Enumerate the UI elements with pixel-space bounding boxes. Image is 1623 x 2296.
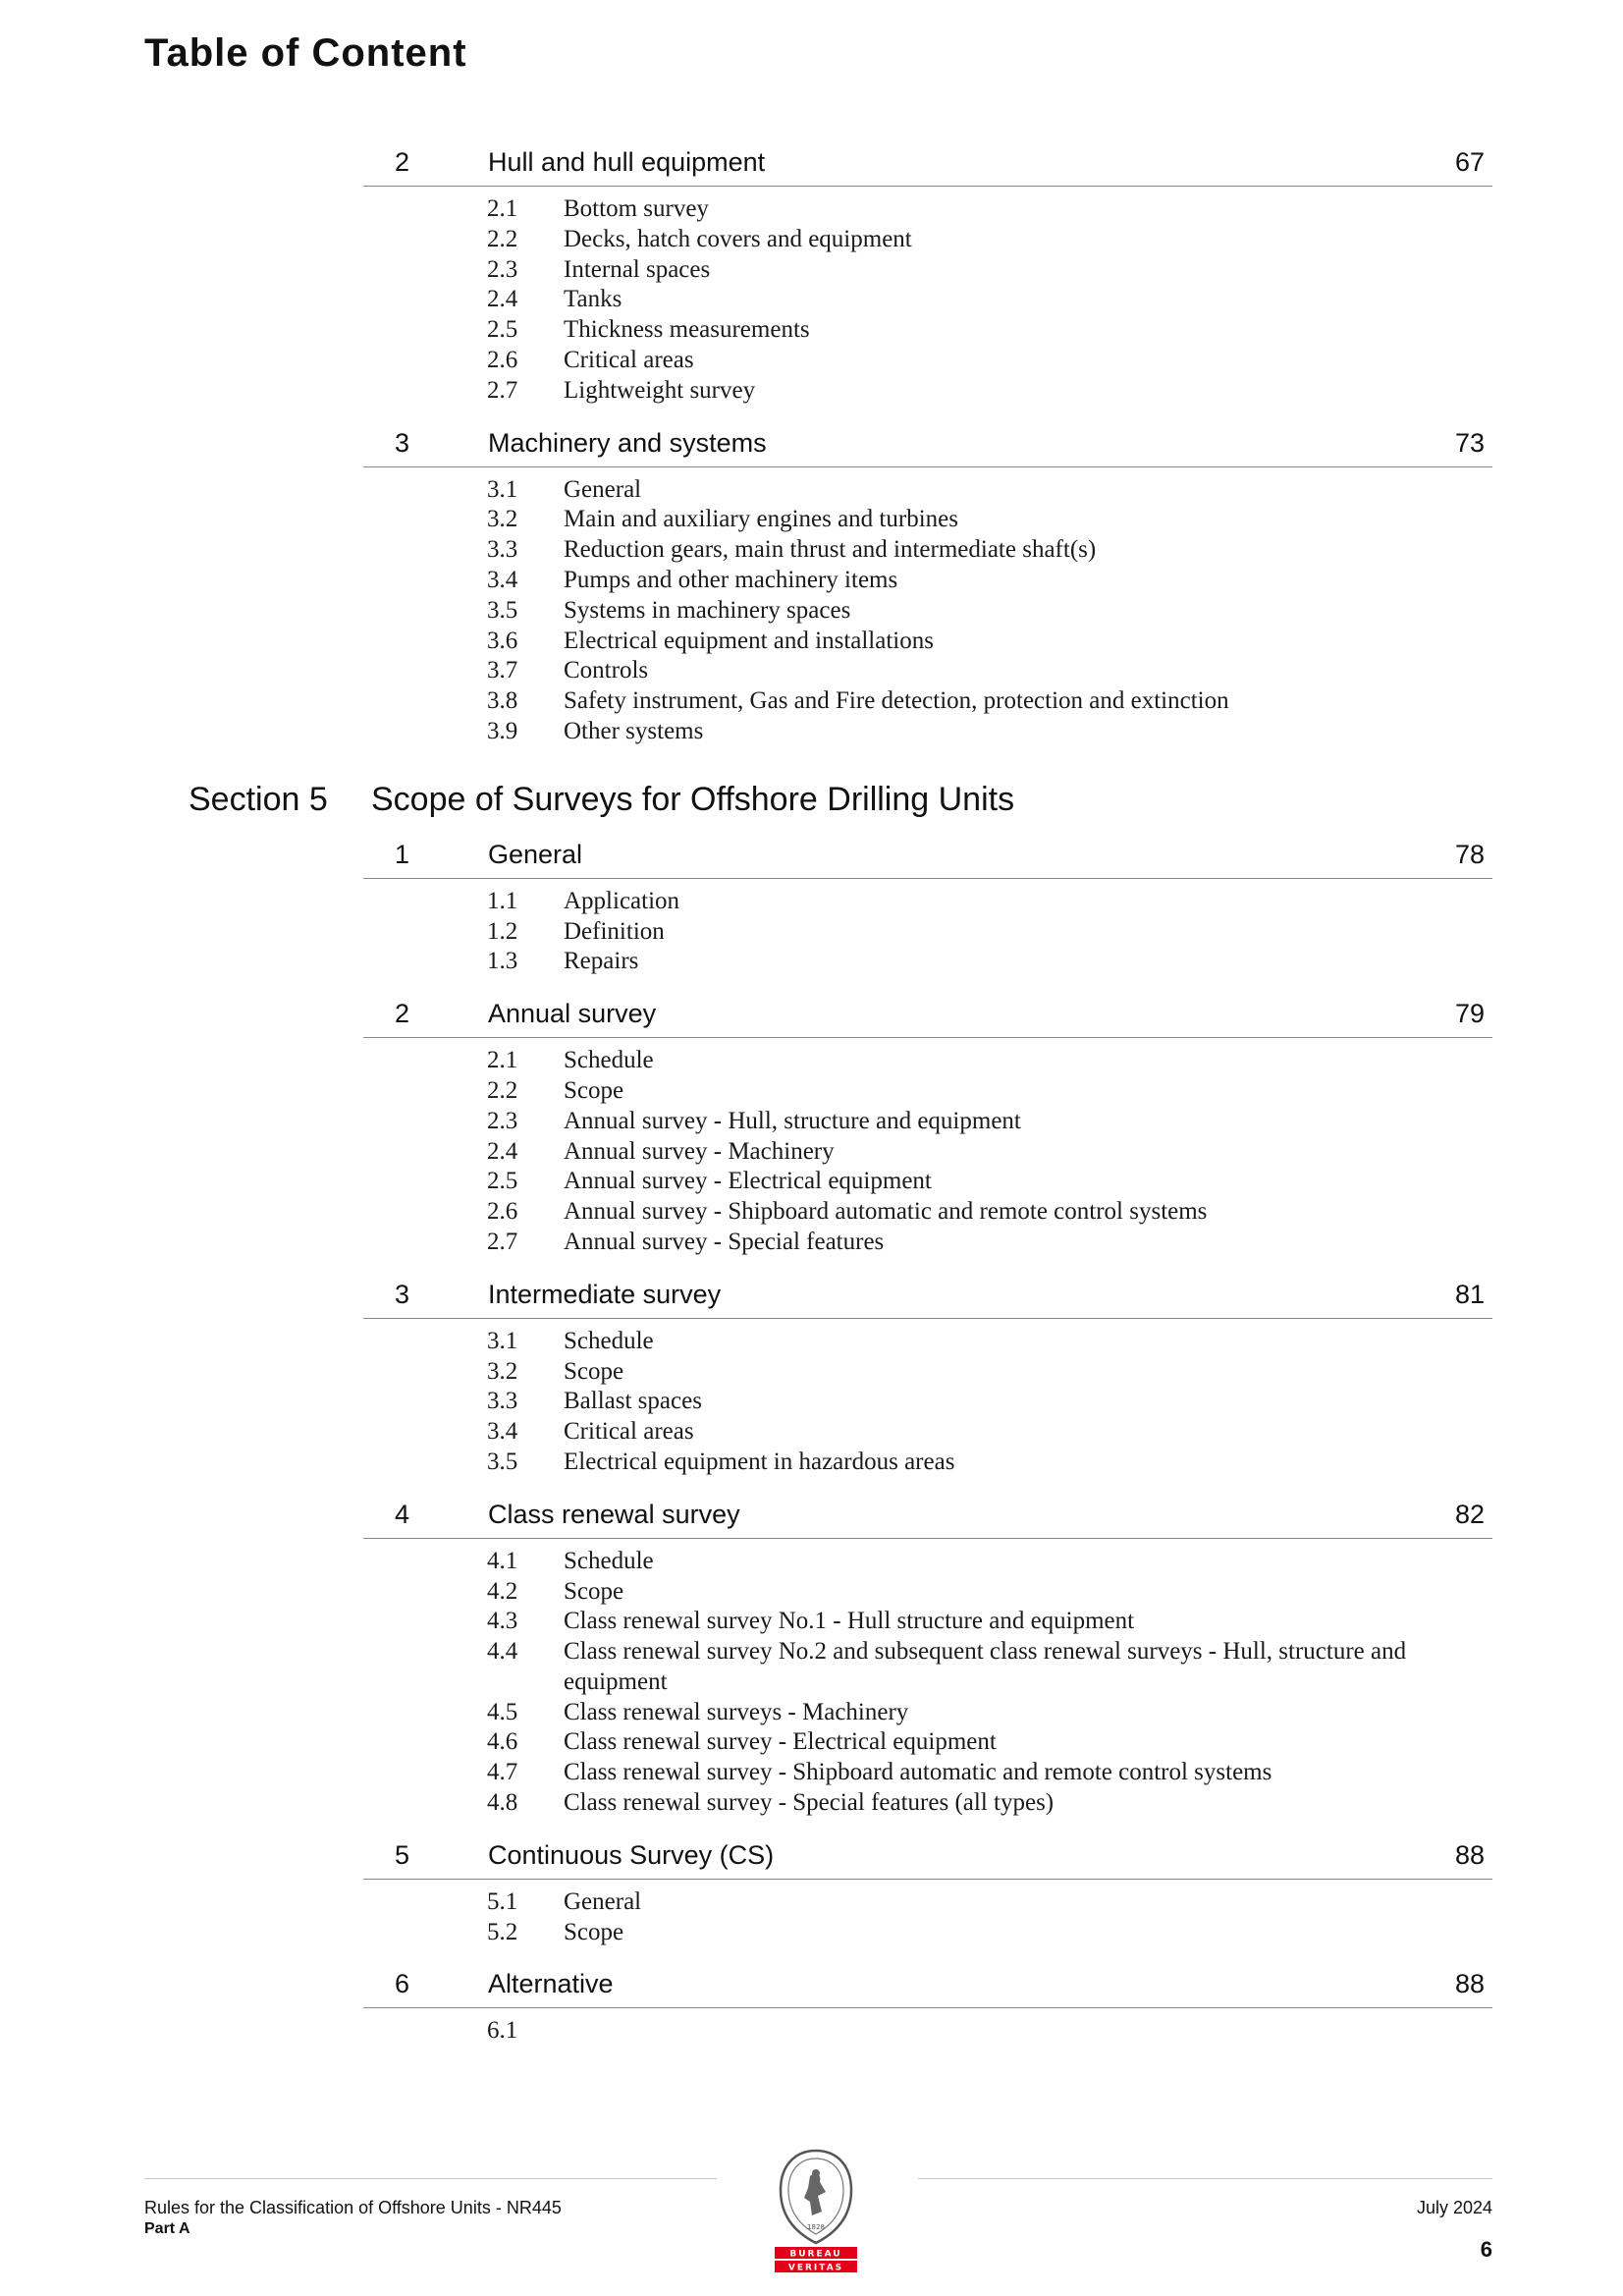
- footer-divider-left: [144, 2178, 717, 2179]
- footer-document-title: Rules for the Classification of Offshore Units - NR445: [144, 2198, 562, 2217]
- toc-entry-number: 2: [395, 999, 410, 1029]
- toc-subentry-title: Application: [564, 887, 680, 914]
- toc-subentry-number: 2.5: [487, 1168, 518, 1195]
- toc-entry-title: Class renewal survey: [488, 1499, 740, 1529]
- toc-subentry-number: 4.4: [487, 1638, 518, 1666]
- toc-subentry-number: 3.6: [487, 627, 518, 654]
- toc-subentry-title: Bottom survey: [564, 195, 709, 222]
- toc-entry-page: 81: [1454, 1279, 1485, 1309]
- toc-subentry-title: Annual survey - Hull, structure and equipment: [564, 1107, 1021, 1134]
- toc-subentry-number: 4.7: [487, 1759, 518, 1786]
- toc-subentry-title: Reduction gears, main thrust and intermediate shaft(s): [564, 536, 1097, 564]
- toc-subentry-title: Annual survey - Machinery: [564, 1137, 835, 1165]
- toc-subentry-title: Class renewal survey No.1 - Hull structure and equipment: [564, 1608, 1135, 1635]
- footer-page-number: 6: [1480, 2237, 1492, 2262]
- toc-subentry[interactable]: [487, 535, 1498, 566]
- footer-divider-right: [918, 2178, 1492, 2179]
- toc-subentry-number: 4.1: [487, 1547, 518, 1574]
- toc-subentry-number: 3.5: [487, 1448, 518, 1475]
- toc-subentry[interactable]: [487, 376, 1498, 407]
- toc-subentry-title: Electrical equipment in hazardous areas: [564, 1448, 955, 1475]
- toc-entry-page: 78: [1454, 839, 1485, 869]
- toc-subentry-title: Pumps and other machinery items: [564, 566, 898, 593]
- toc-subentries: [487, 879, 1498, 989]
- toc-subentry-title: Controls: [564, 657, 649, 684]
- toc-subentry-title: Electrical equipment and installations: [564, 627, 934, 654]
- toc-entry-title: General: [488, 839, 583, 869]
- toc-subentry-number: 5.2: [487, 1918, 518, 1945]
- toc-subentry[interactable]: [487, 1758, 1498, 1788]
- svg-text:VERITAS: VERITAS: [787, 2263, 844, 2273]
- toc-subentry-title: Internal spaces: [564, 255, 711, 283]
- toc-subentry[interactable]: [487, 717, 1498, 747]
- toc-subentry-number: 1.1: [487, 887, 518, 914]
- toc-entry-title: Hull and hull equipment: [488, 147, 766, 177]
- toc-subentry-number: 2.2: [487, 225, 518, 252]
- toc-subentry-number: 2.1: [487, 1047, 518, 1074]
- toc-subentry[interactable]: [487, 1327, 1498, 1357]
- toc-subentry-title: Lightweight survey: [564, 376, 756, 404]
- toc-subentry[interactable]: [487, 1637, 1498, 1698]
- toc-group: [0, 830, 1623, 989]
- toc-subentry[interactable]: [487, 475, 1498, 506]
- toc-subentry[interactable]: [487, 505, 1498, 535]
- toc-subentry-number: 4.8: [487, 1789, 518, 1817]
- toc-subentry-title: Safety instrument, Gas and Fire detection, protection and extinction: [564, 687, 1229, 715]
- toc-subentry[interactable]: [487, 1137, 1498, 1168]
- toc-subentry[interactable]: [487, 1076, 1498, 1107]
- toc-subentry-title: Schedule: [564, 1547, 654, 1574]
- toc-subentry[interactable]: [487, 225, 1498, 255]
- toc-subentry[interactable]: [487, 1417, 1498, 1448]
- toc-subentry-title: Critical areas: [564, 1418, 694, 1446]
- toc-subentries: [487, 1319, 1498, 1490]
- toc-entry[interactable]: [363, 1831, 1492, 1880]
- toc-subentry[interactable]: [487, 1046, 1498, 1076]
- toc-subentry-title: Ballast spaces: [564, 1388, 702, 1415]
- toc-subentry-title: Thickness measurements: [564, 316, 810, 344]
- section-title: Scope of Surveys for Offshore Drilling Units: [371, 780, 1015, 818]
- toc-subentry-number: 2.4: [487, 286, 518, 313]
- toc-entry-page: 88: [1454, 1969, 1485, 1999]
- toc-entry-number: 1: [395, 839, 410, 869]
- toc-subentry-title: Annual survey - Shipboard automatic and remote control systems: [564, 1198, 1208, 1226]
- toc-subentry-number: 3.3: [487, 536, 518, 564]
- toc-subentry[interactable]: [487, 1547, 1498, 1577]
- toc-subentry-title: Class renewal survey - Special features (all types): [564, 1789, 1055, 1817]
- toc-subentry-number: 2.5: [487, 316, 518, 344]
- toc-subentry[interactable]: [487, 1887, 1498, 1918]
- toc-subentry-title: Main and auxiliary engines and turbines: [564, 506, 958, 533]
- toc-subentry-title: Annual survey - Special features: [564, 1228, 885, 1255]
- toc-subentry-title: Schedule: [564, 1327, 654, 1354]
- toc-subentry-number: 6.1: [487, 2017, 518, 2045]
- toc-entry-page: 82: [1454, 1499, 1485, 1529]
- toc-subentry-title: Class renewal survey - Shipboard automatic and remote control systems: [564, 1759, 1272, 1786]
- toc-subentry[interactable]: [487, 947, 1498, 977]
- toc-subentry[interactable]: [487, 596, 1498, 627]
- toc-subentry-number: 3.4: [487, 566, 518, 593]
- toc-subentry-number: 5.1: [487, 1887, 518, 1915]
- toc-subentry[interactable]: [487, 627, 1498, 657]
- toc-subentry[interactable]: [487, 1727, 1498, 1758]
- toc-subentry[interactable]: [487, 2016, 1498, 2047]
- toc-subentry-title: Schedule: [564, 1047, 654, 1074]
- toc-group: [0, 989, 1623, 1270]
- toc-group: [0, 137, 1623, 418]
- toc-subentry-title: Annual survey - Electrical equipment: [564, 1168, 932, 1195]
- toc-entry[interactable]: [363, 1490, 1492, 1539]
- toc-subentry[interactable]: [487, 1448, 1498, 1478]
- toc-entry[interactable]: [363, 989, 1492, 1038]
- toc-entry-page: 79: [1454, 999, 1485, 1029]
- table-of-contents: [0, 137, 1623, 2058]
- toc-subentry-number: 2.7: [487, 376, 518, 404]
- toc-subentry[interactable]: [487, 194, 1498, 225]
- toc-subentry-title: General: [564, 475, 642, 503]
- section-heading: [0, 773, 1623, 830]
- toc-entry[interactable]: [363, 137, 1492, 187]
- toc-subentry-number: 2.2: [487, 1076, 518, 1104]
- toc-subentries: [487, 1880, 1498, 1960]
- toc-subentry[interactable]: [487, 1167, 1498, 1197]
- toc-subentry-number: 4.2: [487, 1577, 518, 1605]
- toc-subentry[interactable]: [487, 1698, 1498, 1728]
- toc-entry[interactable]: [363, 830, 1492, 879]
- toc-group: [0, 1831, 1623, 1960]
- toc-subentry-number: 1.3: [487, 948, 518, 975]
- toc-subentries: [487, 1038, 1498, 1270]
- toc-entry-title: Alternative: [488, 1969, 614, 1999]
- toc-group: [0, 1270, 1623, 1490]
- toc-subentry[interactable]: [487, 346, 1498, 376]
- toc-group: [0, 418, 1623, 759]
- footer-date: July 2024: [1416, 2198, 1492, 2217]
- toc-subentry-number: 3.1: [487, 475, 518, 503]
- toc-subentry-title: Scope: [564, 1076, 624, 1104]
- toc-entry-title: Intermediate survey: [488, 1279, 722, 1309]
- toc-entry-number: 3: [395, 1279, 410, 1309]
- toc-subentry-number: 2.6: [487, 1198, 518, 1226]
- toc-subentry-title: Other systems: [564, 717, 704, 744]
- toc-entry-number: 6: [395, 1969, 410, 1999]
- toc-subentry-number: 3.3: [487, 1388, 518, 1415]
- toc-subentry-title: [564, 2016, 1498, 2047]
- toc-subentry-number: 3.1: [487, 1327, 518, 1354]
- toc-subentry-number: 3.2: [487, 1357, 518, 1385]
- svg-text:1828: 1828: [807, 2223, 825, 2231]
- toc-subentry-title: Scope: [564, 1357, 624, 1385]
- toc-entry-number: 5: [395, 1839, 410, 1870]
- toc-entry-title: Machinery and systems: [488, 427, 767, 458]
- toc-subentries: [487, 1539, 1498, 1831]
- toc-entry[interactable]: [363, 1959, 1492, 2008]
- toc-subentries: [487, 2008, 1498, 2058]
- toc-subentry[interactable]: [487, 285, 1498, 315]
- toc-subentry[interactable]: [487, 1788, 1498, 1819]
- toc-subentry-title: Systems in machinery spaces: [564, 596, 851, 624]
- toc-entry-number: 2: [395, 147, 410, 177]
- toc-subentries: [487, 467, 1498, 759]
- toc-subentry-title: Class renewal surveys - Machinery: [564, 1698, 909, 1725]
- toc-subentry-number: 3.5: [487, 596, 518, 624]
- toc-subentry-number: 4.3: [487, 1608, 518, 1635]
- toc-entry-page: 67: [1454, 147, 1485, 177]
- toc-subentry[interactable]: [487, 1357, 1498, 1388]
- toc-subentry[interactable]: [487, 656, 1498, 686]
- toc-subentry[interactable]: [487, 686, 1498, 717]
- toc-entry[interactable]: [363, 418, 1492, 467]
- toc-subentry[interactable]: [487, 1918, 1498, 1948]
- toc-entry-title: Annual survey: [488, 999, 657, 1029]
- toc-subentry-title: Tanks: [564, 286, 622, 313]
- toc-entry[interactable]: [363, 1270, 1492, 1319]
- toc-subentry-title: Critical areas: [564, 346, 694, 373]
- toc-subentry[interactable]: [487, 255, 1498, 286]
- bureau-veritas-logo-icon: [761, 2147, 871, 2274]
- toc-entry-title: Continuous Survey (CS): [488, 1839, 775, 1870]
- svg-text:BUREAU: BUREAU: [789, 2249, 842, 2260]
- toc-subentry-number: 3.7: [487, 657, 518, 684]
- toc-subentry-title: Class renewal survey - Electrical equipment: [564, 1728, 997, 1756]
- toc-subentry[interactable]: [487, 1197, 1498, 1228]
- toc-subentry-number: 2.4: [487, 1137, 518, 1165]
- toc-subentry-title: General: [564, 1887, 642, 1915]
- toc-subentry-number: 2.3: [487, 1107, 518, 1134]
- toc-subentry[interactable]: [487, 887, 1498, 917]
- toc-subentry[interactable]: [487, 1387, 1498, 1417]
- toc-subentry-number: 4.5: [487, 1698, 518, 1725]
- toc-subentry[interactable]: [487, 1228, 1498, 1258]
- toc-group: [0, 1490, 1623, 1831]
- toc-subentry[interactable]: [487, 315, 1498, 346]
- toc-subentries: [487, 187, 1498, 418]
- toc-subentry-number: 2.3: [487, 255, 518, 283]
- section-label: Section 5: [189, 780, 328, 818]
- toc-subentry-number: 2.6: [487, 346, 518, 373]
- toc-entry-number: 4: [395, 1499, 410, 1529]
- toc-entry-page: 73: [1454, 427, 1485, 458]
- toc-entry-number: 3: [395, 427, 410, 458]
- toc-subentry-title: Repairs: [564, 948, 639, 975]
- toc-subentry[interactable]: [487, 566, 1498, 596]
- toc-subentry-number: 1.2: [487, 917, 518, 945]
- toc-subentry-number: 3.8: [487, 687, 518, 715]
- toc-subentry[interactable]: [487, 917, 1498, 948]
- toc-subentry-title: Class renewal survey No.2 and subsequent class renewal surveys - Hull, structure and equipment: [564, 1638, 1407, 1695]
- toc-group: [0, 1959, 1623, 2058]
- footer-part: Part A: [144, 2220, 190, 2237]
- toc-subentry[interactable]: [487, 1607, 1498, 1637]
- toc-subentry-number: 4.6: [487, 1728, 518, 1756]
- toc-entry-page: 88: [1454, 1839, 1485, 1870]
- toc-subentry-title: Decks, hatch covers and equipment: [564, 225, 912, 252]
- toc-subentry-number: 3.2: [487, 506, 518, 533]
- page-title: Table of Content: [144, 31, 467, 75]
- toc-subentry-title: Scope: [564, 1577, 624, 1605]
- toc-subentry-title: Definition: [564, 917, 665, 945]
- toc-subentry-number: 2.7: [487, 1228, 518, 1255]
- toc-subentry-number: 2.1: [487, 195, 518, 222]
- toc-subentry[interactable]: [487, 1577, 1498, 1608]
- toc-subentry-title: Scope: [564, 1918, 624, 1945]
- toc-subentry-number: 3.9: [487, 717, 518, 744]
- toc-subentry-number: 3.4: [487, 1418, 518, 1446]
- toc-subentry[interactable]: [487, 1107, 1498, 1137]
